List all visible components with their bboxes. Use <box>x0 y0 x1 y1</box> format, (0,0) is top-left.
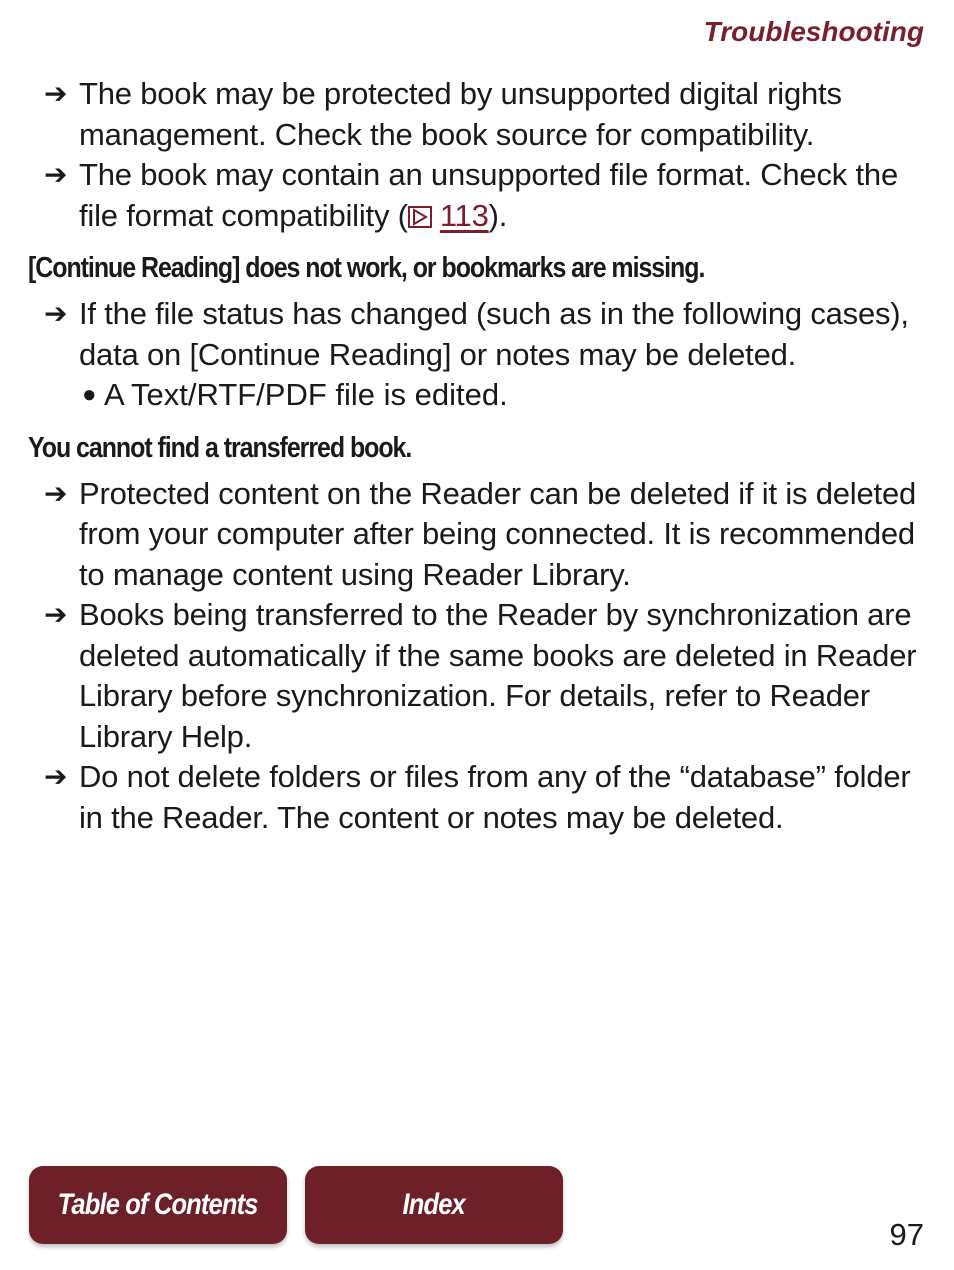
item-text: If the file status has changed (such as in the following cases), data on [Continue Reading] or notes may be deleted. <box>79 296 909 372</box>
index-button[interactable] <box>305 1166 563 1244</box>
list-item <box>28 155 928 236</box>
item-text: Do not delete folders or files from any of the “database” folder in the Reader. The content or notes may be deleted. <box>79 759 911 835</box>
table-of-contents-label: Table of Contents <box>58 1188 258 1221</box>
heading-transferred-book: You cannot find a transferred book. <box>28 431 412 464</box>
table-of-contents-button[interactable] <box>29 1166 287 1244</box>
page-number: 97 <box>889 1217 924 1252</box>
heading-continue-reading: [Continue Reading] does not work, or bookmarks are missing. <box>28 252 705 284</box>
arrow-right-icon: ➔ <box>44 477 68 509</box>
item-text: Protected content on the Reader can be deleted if it is deleted from your computer after being connected. It is recommended to manage content using Reader Library. <box>79 475 917 592</box>
page-reference-number: 113 <box>439 197 489 233</box>
page-reference-icon <box>408 206 432 228</box>
arrow-right-icon: ➔ <box>44 78 68 109</box>
section-title: Troubleshooting <box>703 16 924 47</box>
arrow-right-icon: ➔ <box>44 761 68 792</box>
list-item <box>28 474 928 596</box>
item-text: The book may be protected by unsupported digital rights management. Check the book source for compatibility. <box>79 76 842 152</box>
arrow-right-icon: ➔ <box>44 599 68 630</box>
item-text-suffix: ). <box>488 197 508 233</box>
arrow-right-icon: ➔ <box>44 159 68 190</box>
sub-list-item <box>28 375 928 416</box>
index-label: Index <box>402 1188 466 1221</box>
arrow-right-icon: ➔ <box>44 298 68 329</box>
sub-item-text: A Text/RTF/PDF file is edited. <box>104 377 508 412</box>
item-text: The book may contain an unsupported file format. Check the file format compatibility ( <box>79 157 898 233</box>
list-item <box>28 74 928 155</box>
bullet-dot-icon: ● <box>82 381 97 408</box>
item-text: Books being transferred to the Reader by synchronization are deleted automatically if the same books are deleted in Reader Library before synchronization. For details, refer to Reader Library Help. <box>79 597 917 754</box>
list-item <box>28 757 928 838</box>
list-item <box>28 294 928 375</box>
page-reference-link[interactable] <box>408 198 489 233</box>
list-item <box>28 595 928 757</box>
main-content <box>28 74 928 838</box>
